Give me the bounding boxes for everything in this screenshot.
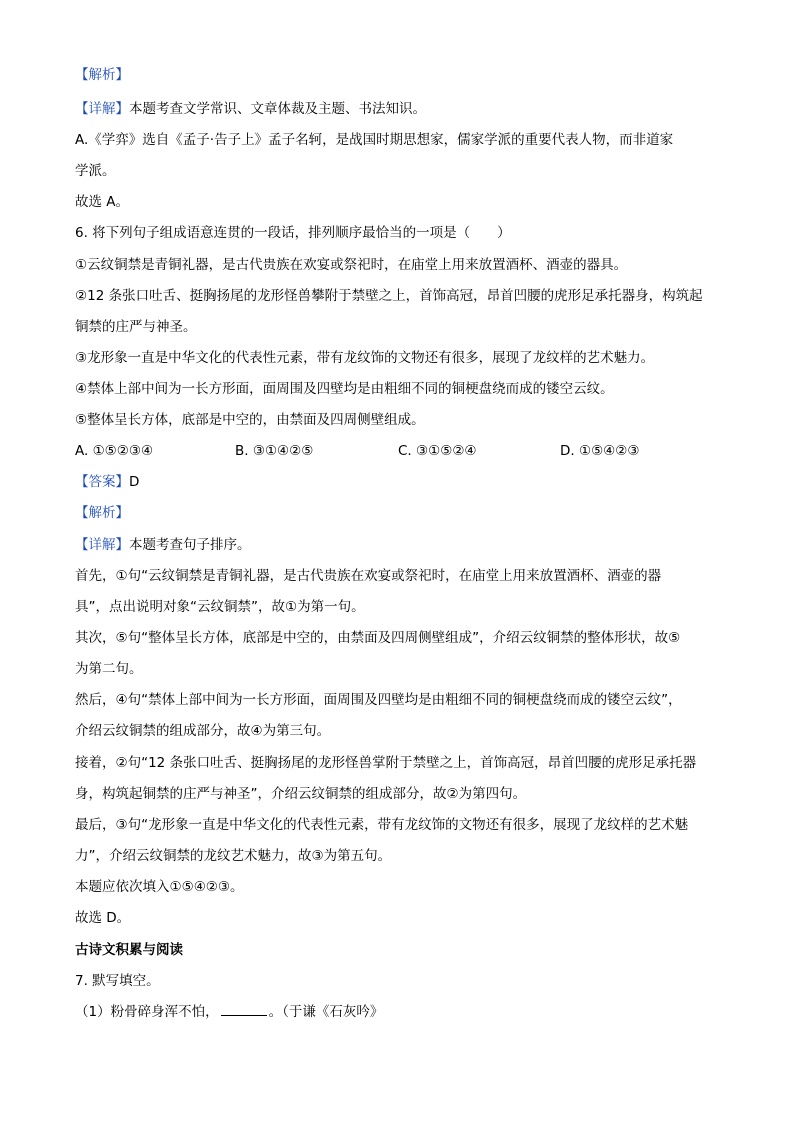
option-a: A. ①⑤②③④ xyxy=(75,443,154,459)
step-second-line2: 为第二句。 xyxy=(75,661,143,677)
answer-blank[interactable] xyxy=(221,1003,267,1016)
answer-value: D xyxy=(129,474,140,490)
question-6-stem: 6. 将下列句子组成语意连贯的一段话，排列顺序最恰当的一项是（ ） xyxy=(75,225,511,241)
answer-tag: 【答案】 xyxy=(75,474,129,490)
question-7-stem: 7. 默写填空。 xyxy=(75,973,160,989)
analysis-tag-2: 【解析】 xyxy=(75,505,129,521)
detail-text: 本题考查文学常识、文章体裁及主题、书法知识。 xyxy=(129,101,426,117)
question-7-item-1 xyxy=(75,1003,383,1021)
step-first-line2: 具”，点出说明对象“云纹铜禁”，故①为第一句。 xyxy=(75,599,365,615)
step-third-line2: 介绍云纹铜禁的组成部分，故④为第三句。 xyxy=(75,723,331,739)
item1-prefix: （1）粉骨碎身浑不怕， xyxy=(75,1004,219,1020)
sentence-2-line1: ②12 条张口吐舌、挺胸扬尾的龙形怪兽攀附于禁壁之上，首饰高冠，昂首凹腰的虎形足承托器身，构筑起 xyxy=(75,288,703,304)
step-last-line1: 最后，③句“龙形象一直是中华文化的代表性元素，带有龙纹饰的文物还有很多，展现了龙纹样的艺术魅 xyxy=(75,817,689,833)
option-a-explanation-line2: 学派。 xyxy=(75,163,116,179)
detail-text-2: 本题考查句子排序。 xyxy=(129,537,251,553)
detail-tag-2: 【详解】 xyxy=(75,537,129,553)
step-fourth-line1: 接着，②句“12 条张口吐舌、挺胸扬尾的龙形怪兽掌附于禁壁之上，首饰高冠，昂首凹腰的虎形足承托器 xyxy=(75,755,697,771)
sentence-1: ①云纹铜禁是青铜礼器，是古代贵族在欢宴或祭祀时，在庙堂上用来放置酒杯、酒壶的器具。 xyxy=(75,257,628,273)
analysis-tag: 【解析】 xyxy=(75,67,129,83)
answer-line xyxy=(75,473,139,491)
sentence-3: ③龙形象一直是中华文化的代表性元素，带有龙纹饰的文物还有很多，展现了龙纹样的艺术魅力。 xyxy=(75,350,655,366)
option-d: D. ①⑤④②③ xyxy=(560,443,640,459)
step-fourth-line2: 身，构筑起铜禁的庄严与神圣”，介绍云纹铜禁的组成部分，故②为第四句。 xyxy=(75,786,527,802)
step-last-line2: 力”，介绍云纹铜禁的龙纹艺术魅力，故③为第五句。 xyxy=(75,848,392,864)
section-heading: 古诗文积累与阅读 xyxy=(75,942,183,958)
option-b: B. ③①④②⑤ xyxy=(235,443,314,459)
step-second-line1: 其次，⑤句“整体呈长方体，底部是中空的，由禁面及四周侧壁组成”，介绍云纹铜禁的整体形状，故⑤ xyxy=(75,630,681,646)
choose-line-2: 故选 D。 xyxy=(75,910,131,926)
step-third-line1: 然后，④句“禁体上部中间为一长方形面，面周围及四壁均是由粗细不同的铜梗盘绕而成的镂空云纹”， xyxy=(75,692,682,708)
option-a-explanation-line1: A.《学弈》选自《孟子·告子上》孟子名轲，是战国时期思想家，儒家学派的重要代表人物，而非道家 xyxy=(75,132,674,148)
detail-line xyxy=(75,100,426,118)
sentence-4: ④禁体上部中间为一长方形面，面周围及四壁均是由粗细不同的铜梗盘绕而成的镂空云纹。 xyxy=(75,381,614,397)
sentence-5: ⑤整体呈长方体，底部是中空的，由禁面及四周侧壁组成。 xyxy=(75,412,425,428)
fill-order-line: 本题应依次填入①⑤④②③。 xyxy=(75,879,244,895)
item1-suffix: 。（于谦《石灰吟》 xyxy=(268,1004,384,1020)
sentence-2-line2: 铜禁的庄严与神圣。 xyxy=(75,319,197,335)
detail-line-2 xyxy=(75,536,251,554)
step-first-line1: 首先，①句“云纹铜禁是青铜礼器，是古代贵族在欢宴或祭祀时，在庙堂上用来放置酒杯、酒壶的器 xyxy=(75,568,662,584)
choose-line: 故选 A。 xyxy=(75,194,130,210)
option-c: C. ③①⑤②④ xyxy=(398,443,477,459)
detail-tag: 【详解】 xyxy=(75,101,129,117)
